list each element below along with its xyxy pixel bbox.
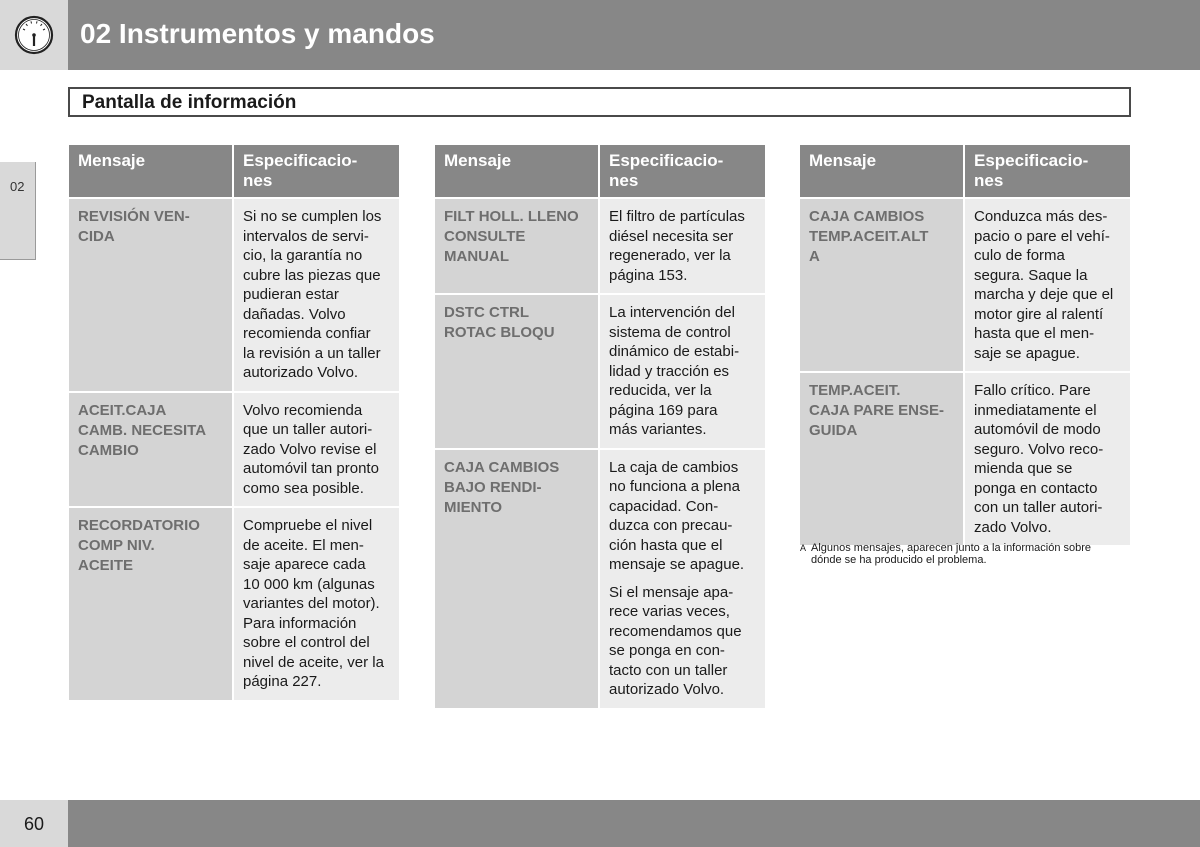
page-title: 02 Instrumentos y mandos xyxy=(80,18,435,49)
column-header-message: Mensaje xyxy=(69,145,234,197)
table-header xyxy=(69,145,399,197)
speedometer-icon xyxy=(14,15,54,55)
message-cell: RECORDATORIO COMP NIV. ACEITE xyxy=(69,508,234,700)
message-table xyxy=(435,145,765,708)
table-header xyxy=(435,145,765,197)
message-cell: DSTC CTRL ROTAC BLOQU xyxy=(435,295,600,448)
spec-paragraph: La caja de cambios no funciona a plena capacidad. Con- duzca con precau- ción hasta que el mensaje se apague. xyxy=(609,458,745,573)
table-row xyxy=(435,448,765,708)
message-cell: FILT HOLL. LLENO CONSULTE MANUAL xyxy=(435,199,600,293)
spec-paragraph: Si no se cumplen los intervalos de servi- cio, la garantía no cubre las piezas que pudieran estar dañadas. Volvo recomienda confiar la revisión a un taller autorizado Volvo. xyxy=(243,208,382,381)
column-header-message: Mensaje xyxy=(800,145,965,197)
table-row xyxy=(800,197,1130,371)
spec-paragraph: Fallo crítico. Pare inmediatamente el automóvil de modo seguro. Volvo reco- mienda que se ponga en contacto con un taller autori- zado Volvo. xyxy=(974,382,1104,536)
spec-paragraph: Si el mensaje apa- rece varias veces, recomendamos que se ponga en con- tacto con un taller autorizado Volvo. xyxy=(609,583,742,698)
spec-cell xyxy=(600,295,765,448)
table-row xyxy=(69,391,399,507)
table-row xyxy=(800,371,1130,545)
column-header-spec: Especificacio- nes xyxy=(600,145,765,197)
footer-bar xyxy=(68,800,1200,847)
footnote xyxy=(800,542,1130,566)
message-cell: REVISIÓN VEN- CIDA xyxy=(69,199,234,391)
spec-cell xyxy=(234,508,399,700)
column-header-message: Mensaje xyxy=(435,145,600,197)
spec-cell xyxy=(234,199,399,391)
message-cell: CAJA CAMBIOS BAJO RENDI- MIENTO xyxy=(435,450,600,708)
footnote-mark: A xyxy=(800,543,807,553)
spec-paragraph: El filtro de partículas diésel necesita ser regenerado, ver la página 153. xyxy=(609,208,745,284)
message-cell: ACEIT.CAJA CAMB. NECESITA CAMBIO xyxy=(69,393,234,507)
chapter-tab xyxy=(0,162,36,260)
spec-cell xyxy=(965,199,1130,371)
spec-cell xyxy=(234,393,399,507)
spec-cell xyxy=(600,450,765,708)
header-icon-box xyxy=(0,0,68,70)
spec-paragraph: Conduzca más des- pacio o pare el vehí- culo de forma segura. Saque la marcha y deje que el motor gire al ralentí hasta que el men- saje se apague. xyxy=(974,208,1114,362)
chapter-tab-label: 02 xyxy=(10,179,25,194)
table-row xyxy=(435,293,765,448)
message-table xyxy=(69,145,399,700)
page-number: 60 xyxy=(24,814,45,834)
column-header-spec: Especificacio- nes xyxy=(234,145,399,197)
spec-paragraph: La intervención del sistema de control dinámico de estabi- lidad y tracción es reducida, ver la página 169 para más variantes. xyxy=(609,304,740,438)
spec-cell xyxy=(600,199,765,293)
spec-paragraph: Compruebe el nivel de aceite. El men- saje aparece cada 10 000 km (algunas variantes del motor). Para información sobre el control del nivel de aceite, ver la página 227. xyxy=(243,517,384,690)
footnote-text: Algunos mensajes, aparecen junto a la información sobre dónde se ha producido el problema. xyxy=(811,542,1092,566)
spec-paragraph: Volvo recomienda que un taller autori- zado Volvo revise el automóvil tan pronto como sea posible. xyxy=(243,401,379,497)
column-header-spec: Especificacio- nes xyxy=(965,145,1130,197)
table-row xyxy=(69,506,399,700)
section-title-box xyxy=(68,87,1131,117)
section-title: Pantalla de información xyxy=(82,92,297,113)
table-row xyxy=(435,197,765,293)
table-row xyxy=(69,197,399,391)
message-cell: CAJA CAMBIOS TEMP.ACEIT.ALT A xyxy=(800,199,965,371)
table-header xyxy=(800,145,1130,197)
spec-cell xyxy=(965,373,1130,545)
message-cell: TEMP.ACEIT. CAJA PARE ENSE- GUIDA xyxy=(800,373,965,545)
message-table xyxy=(800,145,1130,545)
